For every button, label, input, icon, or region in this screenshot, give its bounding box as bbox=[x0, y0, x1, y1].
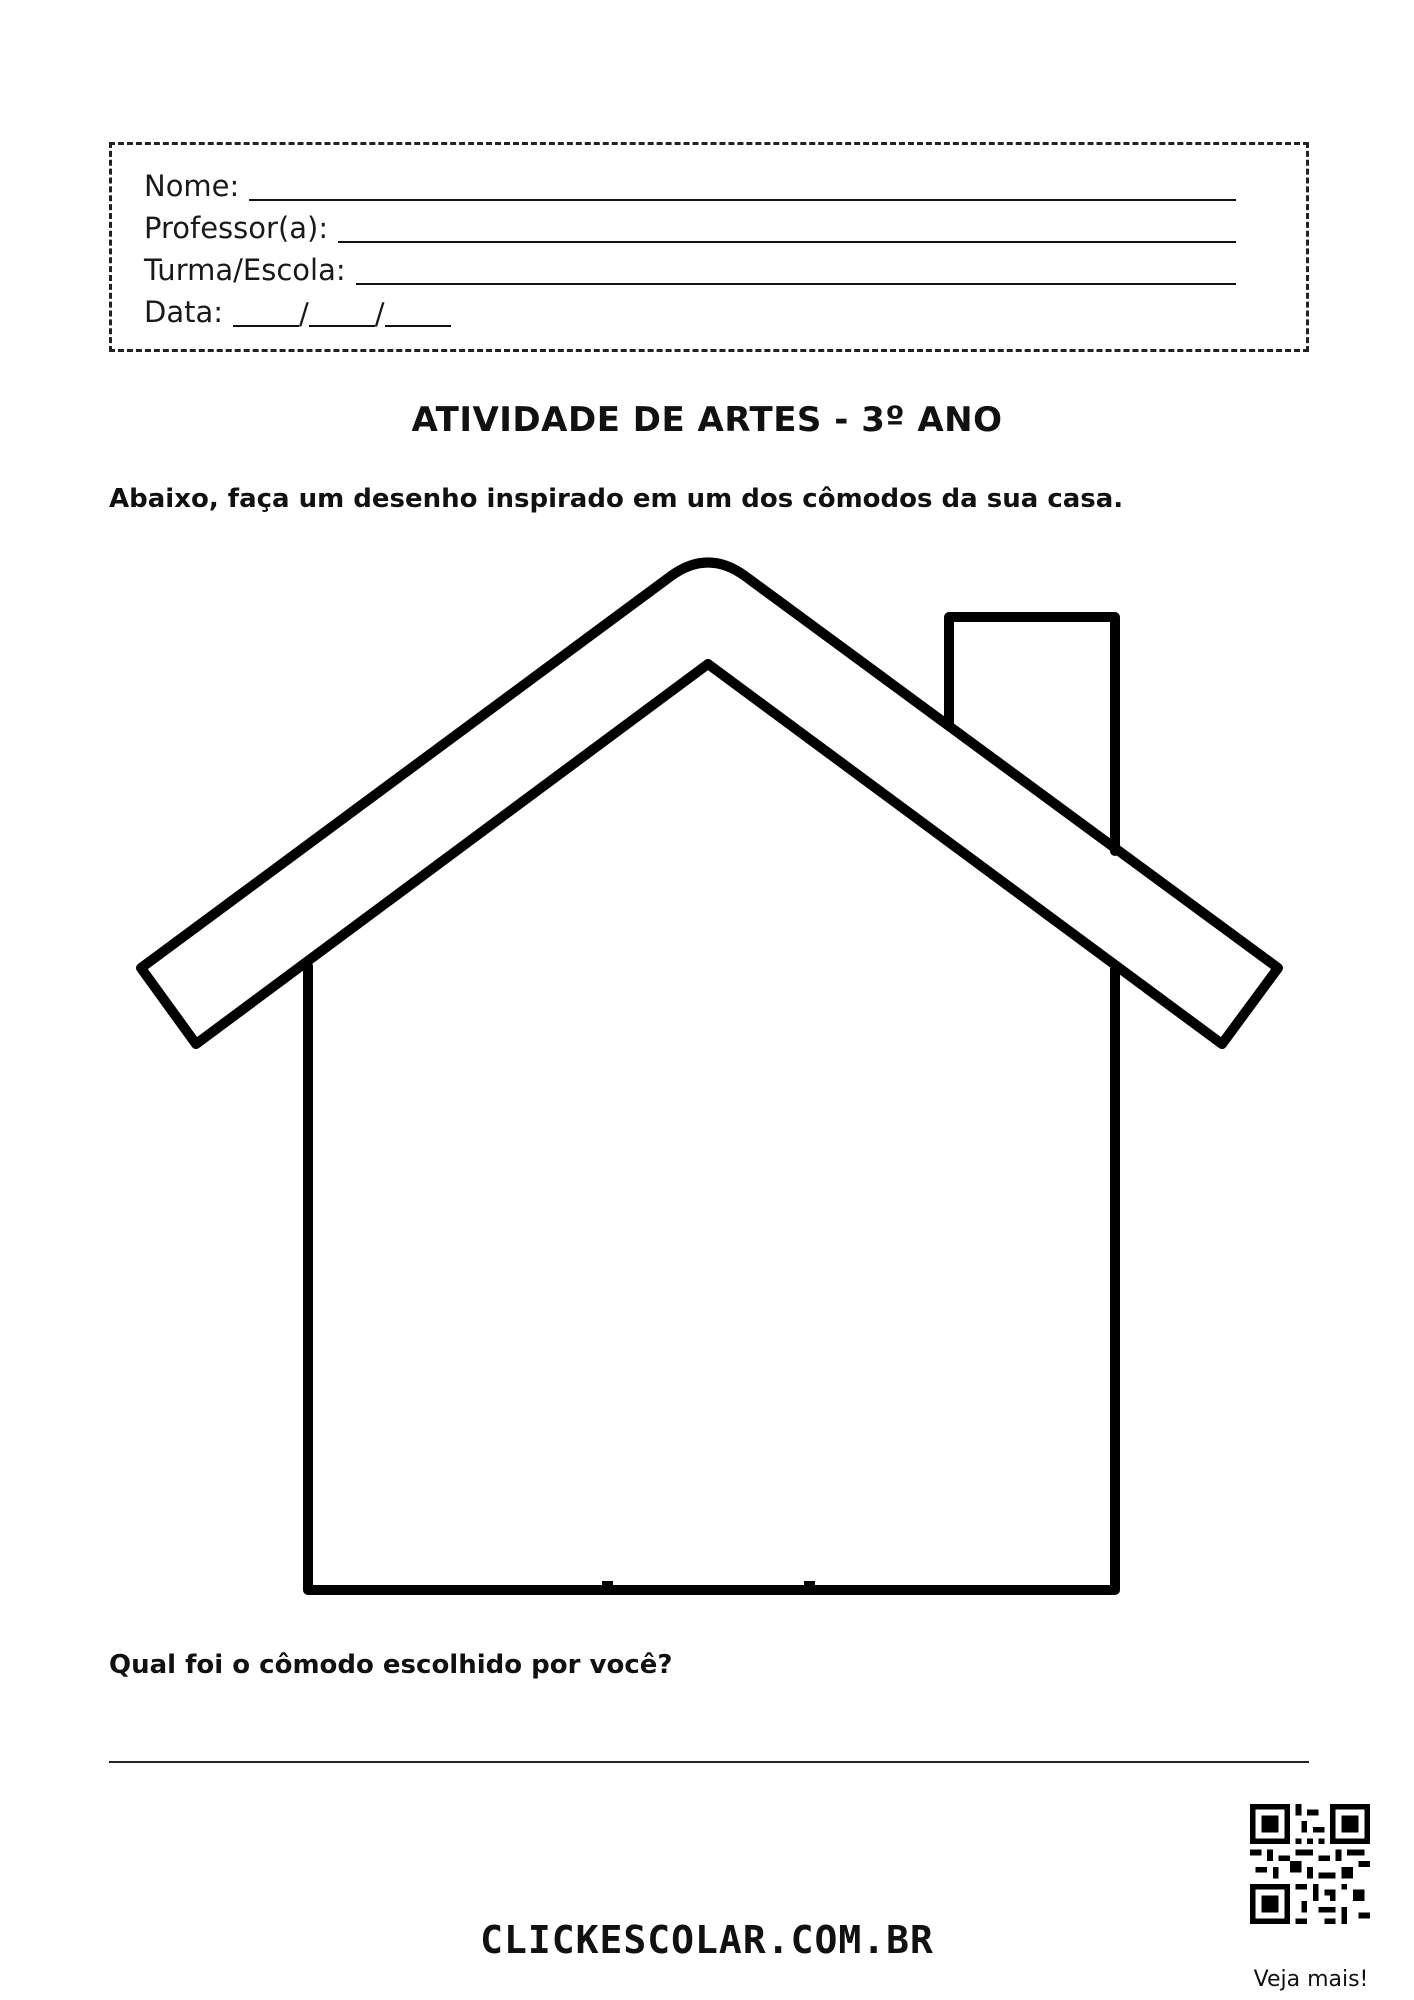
chimney-outline bbox=[949, 617, 1115, 851]
date-separator: / bbox=[299, 297, 309, 331]
class-school-label: Turma/Escola: bbox=[144, 253, 346, 287]
question-text: Qual foi o cômodo escolhido por você? bbox=[109, 1650, 673, 1680]
teacher-label: Professor(a): bbox=[144, 211, 329, 245]
name-label: Nome: bbox=[144, 169, 240, 203]
qr-code-icon bbox=[1250, 1804, 1370, 1924]
answer-line[interactable] bbox=[109, 1761, 1309, 1763]
site-url: CLICKESCOLAR.COM.BR bbox=[480, 1918, 934, 1962]
date-separator: / bbox=[374, 297, 385, 331]
instruction-text: Abaixo, faça um desenho inspirado em um dos cômodos da sua casa. bbox=[109, 484, 1124, 514]
date-label: Data: bbox=[144, 295, 224, 329]
qr-caption: Veja mais! bbox=[1253, 1967, 1369, 1992]
page-title: ATIVIDADE DE ARTES - 3º ANO bbox=[411, 400, 1003, 440]
wall-outline bbox=[308, 966, 1115, 1590]
